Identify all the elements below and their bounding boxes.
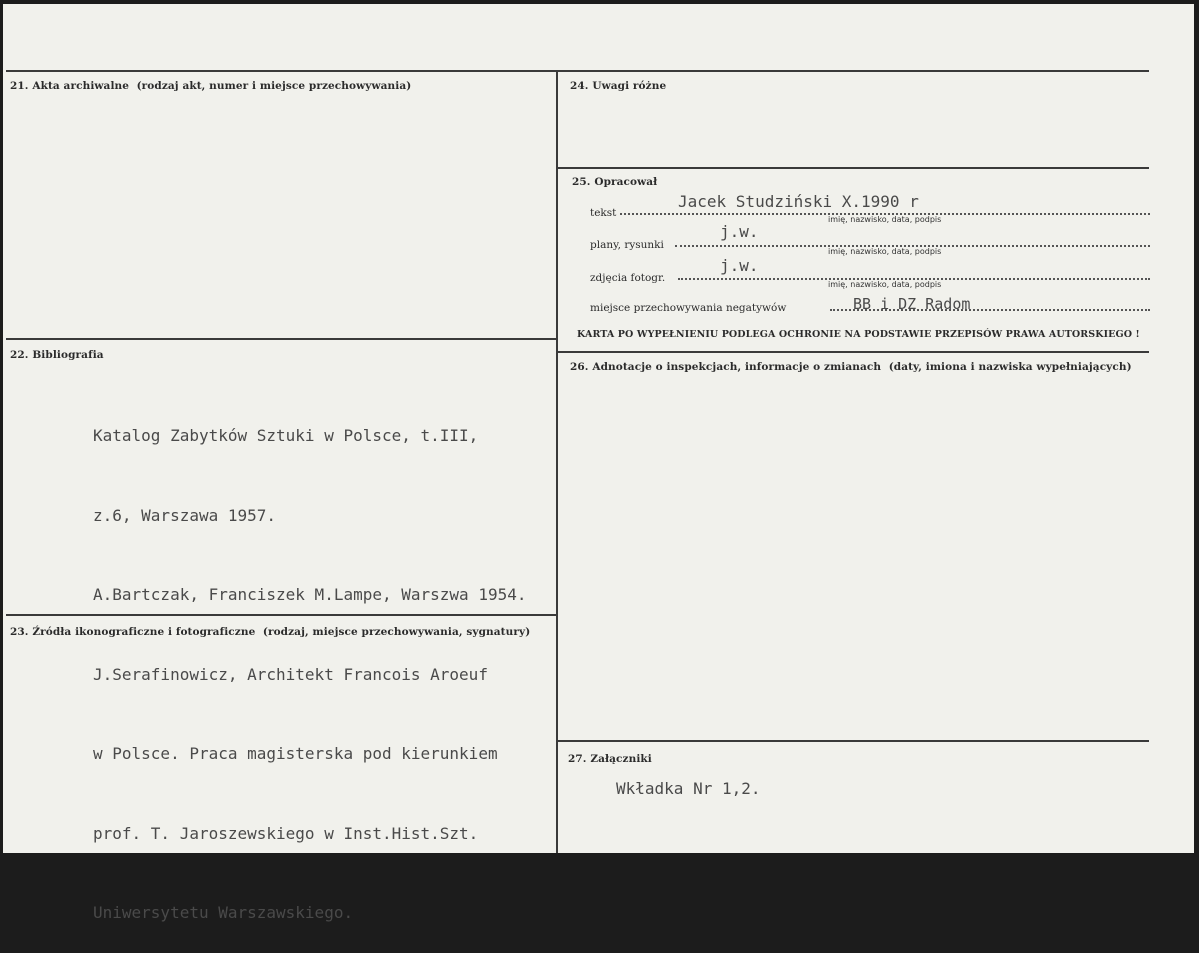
- section-23-heading: [10, 626, 530, 638]
- negatywy-value: BB i DZ Radom: [853, 295, 971, 313]
- tekst-hint: imię, nazwisko, data, podpis: [828, 215, 942, 224]
- bibliography-line: A.Bartczak, Franciszek M.Lampe, Warszwa 1954.: [93, 585, 527, 604]
- bibliography-line: prof. T. Jaroszewskiego w Inst.Hist.Szt.: [93, 823, 479, 843]
- section-24-title: 24. Uwagi różne: [570, 80, 667, 92]
- section-25-title: 25. Opracował: [572, 176, 658, 188]
- bibliography-line: Katalog Zabytków Sztuki w Polsce, t.III,: [93, 426, 479, 445]
- rule-25: [557, 167, 1149, 169]
- plany-label: plany, rysunki: [590, 239, 664, 251]
- center-divider: [556, 70, 558, 853]
- bibliography-line: w Polsce. Praca magisterska pod kierunkiem: [93, 744, 498, 763]
- zdjecia-label: zdjęcia fotogr.: [590, 272, 666, 284]
- section-26-title: 26. Adnotacje o inspekcjach, informacje o zmianach: [570, 361, 882, 373]
- rule-27: [557, 740, 1149, 742]
- bibliography-line: z.6, Warszawa 1957.: [93, 505, 277, 525]
- zdjecia-value: j.w.: [720, 256, 759, 275]
- section-21-heading: [10, 80, 411, 92]
- section-26-subtitle: (daty, imiona i nazwiska wypełniających): [888, 361, 1132, 373]
- negatywy-label: miejsce przechowywania negatywów: [590, 302, 787, 314]
- section-23-title: 23. Źródła ikonograficzne i fotograficzne: [10, 626, 256, 638]
- bibliography-line: Uniwersytetu Warszawskiego.: [93, 903, 354, 922]
- rule-22: [6, 338, 557, 340]
- tekst-label: tekst: [590, 207, 617, 219]
- copyright-notice: KARTA PO WYPEŁNIENIU PODLEGA OCHRONIE NA PODSTAWIE PRZEPISÓW PRAWA AUTORSKIEGO !: [577, 329, 1140, 340]
- tekst-value: Jacek Studziński X.1990 r: [678, 192, 919, 211]
- top-rule: [6, 70, 1149, 72]
- rule-26: [557, 351, 1149, 353]
- bibliography-line: J.Serafinowicz, Architekt Francois Aroeuf: [93, 664, 488, 684]
- section-26-heading: [570, 361, 1132, 373]
- section-23-subtitle: (rodzaj, miejsce przechowywania, sygnatury): [262, 626, 531, 638]
- section-22-title: 22. Bibliografia: [10, 349, 104, 361]
- section-21-title: 21. Akta archiwalne: [10, 80, 130, 92]
- section-21-subtitle: (rodzaj akt, numer i miejsce przechowywania): [136, 80, 412, 92]
- bibliography-text: [93, 370, 526, 953]
- plany-value: j.w.: [720, 222, 759, 241]
- attachments-value: Wkładka Nr 1,2.: [616, 779, 761, 798]
- section-27-title: 27. Załączniki: [568, 753, 652, 765]
- plany-hint: imię, nazwisko, data, podpis: [828, 247, 942, 256]
- zdjecia-hint: imię, nazwisko, data, podpis: [828, 280, 942, 289]
